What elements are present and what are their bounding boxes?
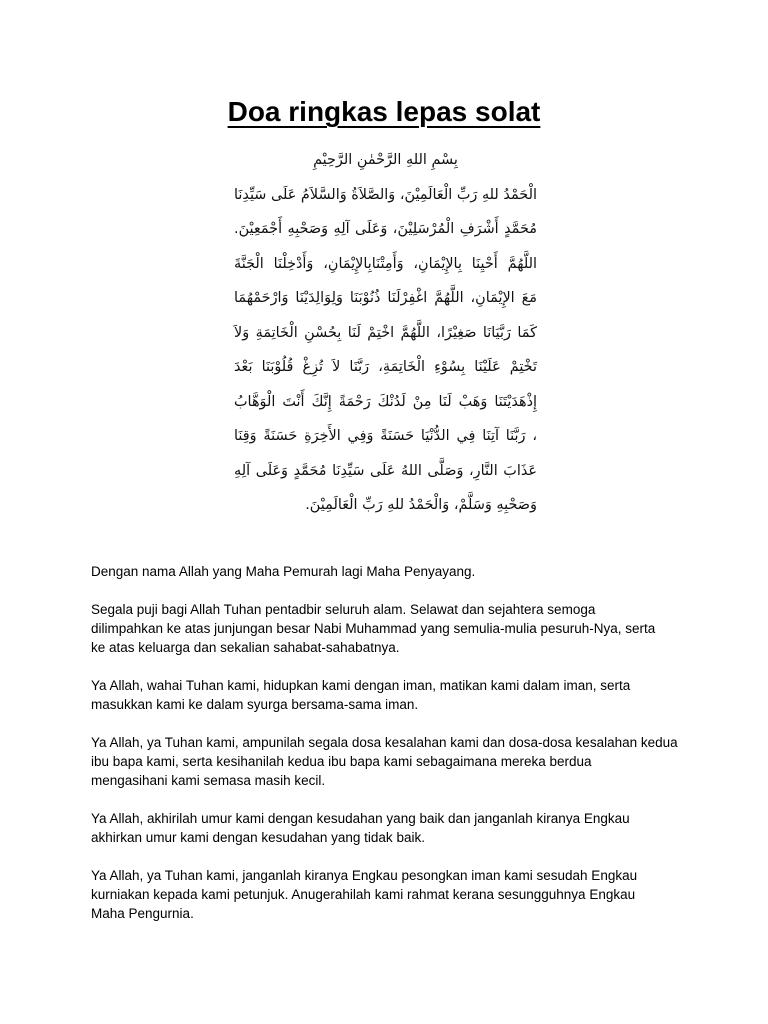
arabic-line-basmalah [234, 143, 537, 178]
arabic-line [234, 281, 537, 316]
translation-paragraph [91, 809, 731, 847]
translation-line: ke atas keluarga dan sekalian sahabat-sahabatnya. [91, 640, 400, 655]
arabic-line-text: ، رَبَّنَا آتِنَا فِي الدُّنْيَا حَسَنَةً وَفِي الأَخِرَةِ حَسَنَةً وَقِنَا [234, 428, 537, 444]
arabic-line-text: اللَّهُمَّ أَحْيِنَا بِالإِيْمَانِ، وَأَمِتْنَابِالإِيْمَانِ، وَأَدْخِلْنَا الْجَنَّةَ [234, 255, 537, 272]
arabic-line-text: مَعَ الإِيْمَانِ، اللَّهُمَّ اغْفِرْلَنَا ذُنُوْبَنَا وَلِوَالِدَيْنَا وَارْحَمْهُمَا [234, 290, 537, 306]
translation-line: Ya Allah, akhirilah umur kami dengan kesudahan yang baik dan janganlah kiranya Engkau [91, 811, 630, 826]
translation-paragraph [91, 866, 731, 923]
arabic-line-text: تَخْتِمْ عَلَيْنَا بِسُوْءِ الْخَاتِمَةِ، رَبَّنَا لاَ تُزِغْ قُلُوْبَنَا بَعْدَ [234, 359, 537, 375]
translation-line: Ya Allah, wahai Tuhan kami, hidupkan kami dengan iman, matikan kami dalam iman, serta [91, 678, 631, 693]
arabic-line [234, 385, 537, 420]
translation-line: mengasihani kami semasa masih kecil. [91, 773, 326, 788]
translation-paragraph [91, 562, 731, 581]
translation-line: Dengan nama Allah yang Maha Pemurah lagi Maha Penyayang. [91, 564, 476, 579]
translation-line: Ya Allah, ya Tuhan kami, ampunilah segala dosa kesalahan kami dan dosa-dosa kesalahan kedua [91, 735, 678, 750]
translation-line: dilimpahkan ke atas junjungan besar Nabi Muhammad yang semulia-mulia pesuruh-Nya, serta [91, 621, 656, 636]
translation-line: akhirkan umur kami dengan kesudahan yang tidak baik. [91, 830, 425, 845]
translation-line: Ya Allah, ya Tuhan kami, janganlah kiranya Engkau pesongkan iman kami sesudah Engkau [91, 868, 638, 883]
arabic-line [234, 454, 537, 489]
arabic-prayer-block [234, 143, 537, 523]
arabic-line [234, 212, 537, 247]
translation-line: kurniakan kepada kami petunjuk. Anugerahilah kami rahmat kerana sesungguhnya Engkau [91, 887, 636, 902]
translation-paragraph [91, 733, 731, 790]
arabic-line [234, 350, 537, 385]
arabic-line-text: إِذْهَدَيْتَنَا وَهَبْ لَنَا مِنْ لَدُنْكَ رَحْمَةً إِنَّكَ أَنْتَ الْوَهَّابُ [234, 393, 537, 410]
arabic-line [234, 316, 537, 351]
translation-line: masukkan kami ke dalam syurga bersama-sama iman. [91, 697, 419, 712]
translation-line: Maha Pengurnia. [91, 906, 194, 921]
arabic-line [234, 247, 537, 282]
arabic-line [234, 178, 537, 213]
translation-line: Segala puji bagi Allah Tuhan pentadbir seluruh alam. Selawat dan sejahtera semoga [91, 602, 596, 617]
arabic-line-text: بِسْمِ اللهِ الرَّحْمٰنِ الرَّحِيْمِ [313, 152, 458, 168]
arabic-line-text: وَصَحْبِهِ وَسَلَّمْ، وَالْحَمْدُ للهِ رَبِّ الْعَالَمِيْنَ. [305, 497, 537, 513]
arabic-line-text: مُحَمَّدٍ أَشْرَفِ الْمُرْسَلِيْنَ، وَعَلَى آلِهِ وَصَحْبِهِ أَجْمَعِيْنَ. [234, 221, 537, 237]
arabic-line-text: عَذَابَ النَّارِ، وَصَلَّى اللهُ عَلَى سَيِّدِنَا مُحَمَّدٍ وَعَلَى آلِهِ [234, 462, 537, 479]
arabic-line-text: الْحَمْدُ للهِ رَبِّ الْعَالَمِيْنَ، وَالصَّلاَةُ وَالسَّلاَمُ عَلَى سَيِّدِنَا [234, 186, 537, 203]
arabic-line [234, 419, 537, 454]
translation-paragraph [91, 676, 731, 714]
translation-section [91, 562, 731, 942]
translation-paragraph [91, 600, 731, 657]
arabic-line-closing [234, 488, 537, 523]
arabic-line-text: كَمَا رَبَّيَانَا صَغِيْرًا، اللَّهُمَّ اخْتِمْ لَنَا بِحُسْنِ الْخَاتِمَةِ وَلاَ [234, 324, 537, 341]
translation-line: ibu bapa kami, serta kesihanilah kedua ibu bapa kami sebagaimana mereka berdua [91, 754, 592, 769]
page-title: Doa ringkas lepas solat [227, 96, 541, 127]
